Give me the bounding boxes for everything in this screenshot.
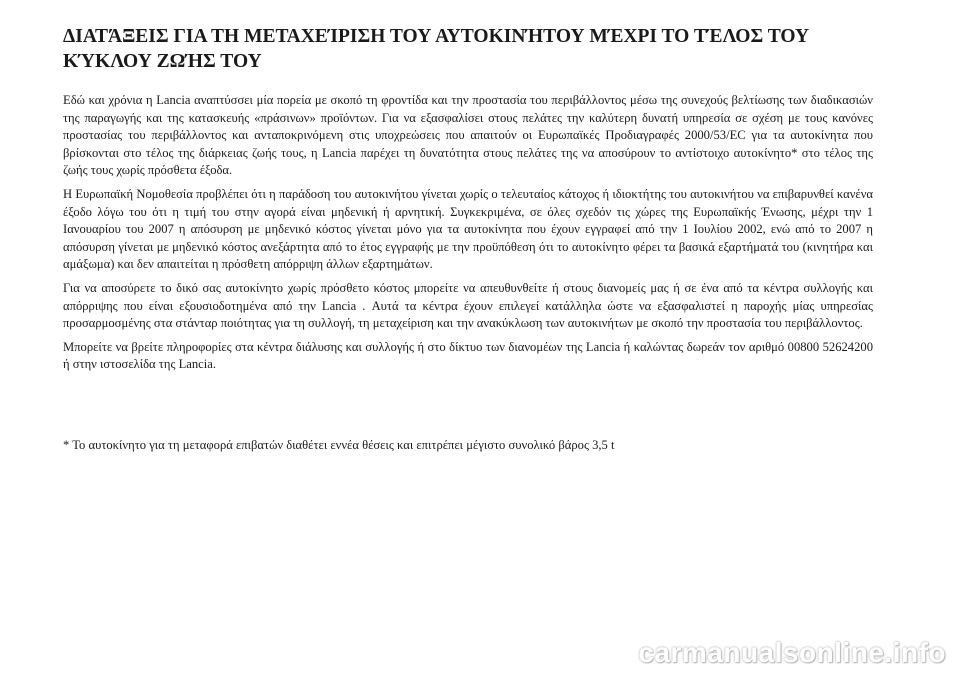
page-title: ΔΙΑΤΆΞΕΙΣ ΓΙΑ ΤΗ ΜΕΤΑΧΕΊΡΙΣΗ ΤΟΥ ΑΥΤΟΚΙΝΉΤΟΥ ΜΈΧΡΙ ΤΟ ΤΈΛΟΣ ΤΟΥ ΚΎΚΛΟΥ ΖΩΉΣ ΤΟΥ xyxy=(63,26,810,72)
footnote: * Το αυτοκίνητο για τη μεταφορά επιβατών διαθέτει εννέα θέσεις και επιτρέπει μέγιστο συνολικό βάρος 3,5 t xyxy=(63,438,615,452)
paragraph-contact-info: Μπορείτε να βρείτε πληροφορίες στα κέντρα διάλυσης και συλλογής ή στο δίκτυο των διανομέων της Lancia ή καλώντας δωρεάν τον αριθμό 00800 52624200 ή στην ιστοσελίδα της Lancia. xyxy=(63,339,873,372)
document-page xyxy=(63,24,873,380)
paragraph-legislation: Η Ευρωπαϊκή Νομοθεσία προβλέπει ότι η παράδοση του αυτοκινήτου γίνεται χωρίς ο τελευταίος κάτοχος ή ιδιοκτήτης του αυτοκινήτου να επιβαρυνθεί κανένα έξοδο λόγω του ότι η τιμή του στην αγορά είναι μηδενική ή αρνητική. Συγκεκριμένα, σε όλες σχεδόν τις χώρες της Ευρωπαϊκής Ένωσης, μέχρι την 1 Ιανουαρίου του 2007 η απόσυρση με μηδενικό κόστος γίνεται μόνο για τα αυτοκίνητα που έχουν εγγραφεί από την 1 Ιουλίου 2002, ενώ από το 2007 η απόσυρση γίνεται με μηδενικό κόστος ανεξάρτητα από το έτος εγγραφής με την προϋπόθεση ότι το αυτοκίνητο φέρει τα βασικά εξαρτήματά του (κινητήρα και αμάξωμα) και δεν απαιτείται η πρόσθετη απόρριψη άλλων εξαρτημάτων. xyxy=(63,186,873,272)
paragraph-collection-centers: Για να αποσύρετε το δικό σας αυτοκίνητο χωρίς πρόσθετο κόστος μπορείτε να απευθυνθείτε ή στους διανομείς μας ή σε ένα από τα κέντρα συλλογής και απόρριψης που είναι εξουσιοδοτημένα από την Lancia . Αυτά τα κέντρα έχουν επιλεγεί κατάλληλα ώστε να εξασφαλιστεί η παροχής μίας υπηρεσίας προσαρμοσμένης στα στάνταρ ποιότητας για τη συλλογή, τη μεταχείριση και την ανακύκλωση των αυτοκινήτων με σκοπό την προστασία του περιβάλλοντος. xyxy=(63,280,873,331)
site-watermark: carmanualsonline.info xyxy=(638,637,946,668)
paragraph-intro: Εδώ και χρόνια η Lancia αναπτύσσει μία πορεία με σκοπό τη φροντίδα και την προστασία του περιβάλλοντος μέσω της συνεχούς βελτίωσης των διαδικασιών της παραγωγής και της κατασκευής «πράσινων» προϊόντων. Για να εξασφαλίσει στους πελάτες την καλύτερη δυνατή υπηρεσία σε σχέση με τους κανόνες προστασίας του περιβάλλοντος και ανταποκρινόμενη στις υποχρεώσεις που απαιτούν οι Ευρωπαϊκές Προδιαγραφές 2000/53/EC για τα αυτοκίνητα που βρίσκονται στο τέλος της διάρκειας ζωής τους, η Lancia παρέχει τη δυνατότητα στους πελάτες της να αποσύρουν το αντίστοιχο αυτοκίνητο* στο τέλος της ζωής τους χωρίς πρόσθετα έξοδα. xyxy=(63,93,873,178)
